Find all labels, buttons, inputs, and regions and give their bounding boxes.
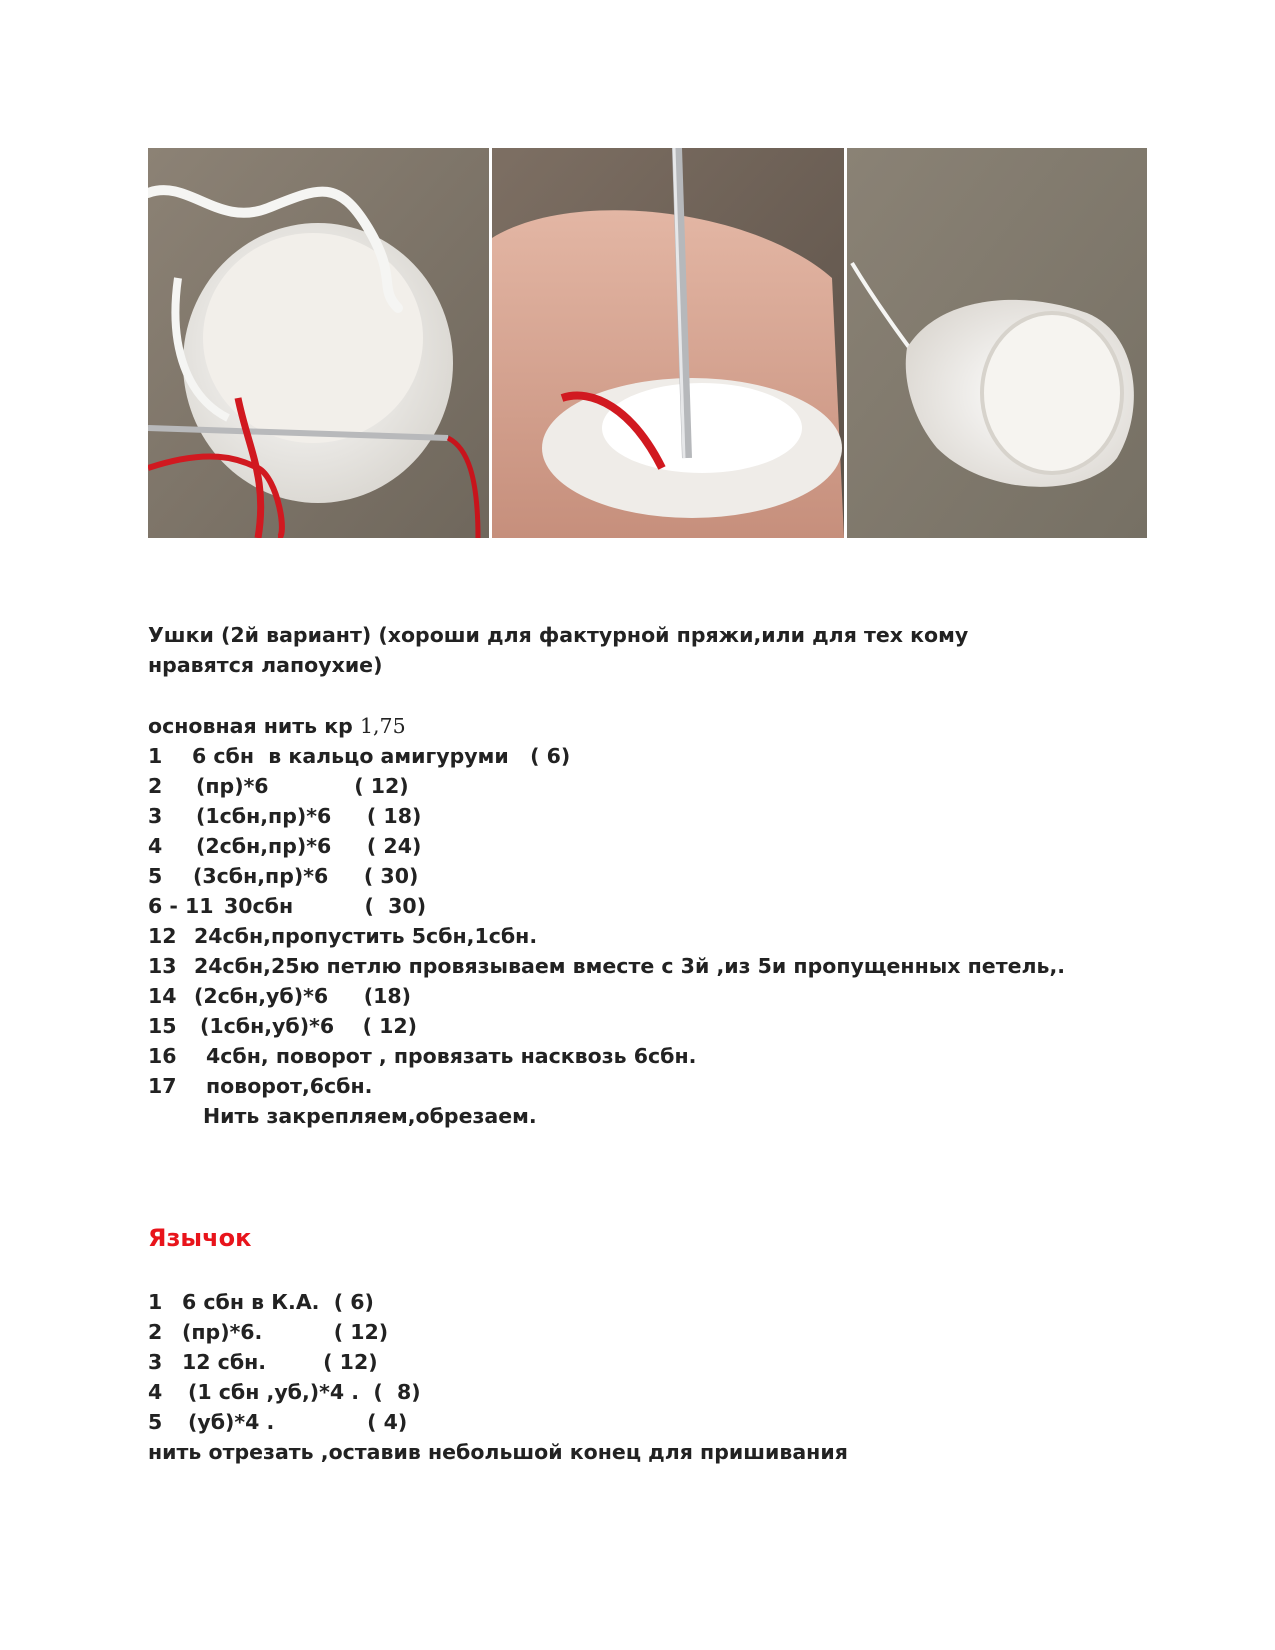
pattern-row [148, 1407, 848, 1437]
row-number: 3 [148, 1350, 163, 1374]
photo-strip [148, 148, 1147, 538]
pattern-row [148, 1101, 1065, 1131]
pattern-row [148, 951, 1065, 981]
tongue-pattern [148, 1287, 848, 1467]
ears-intro-value: 1,75 [360, 714, 406, 738]
row-number: 5 [148, 1410, 163, 1434]
row-text: (1сбн,уб)*6 ( 12) [200, 1014, 418, 1038]
pattern-row [148, 801, 1065, 831]
pattern-row [148, 1041, 1065, 1071]
pattern-row [148, 1287, 848, 1317]
pattern-row [148, 771, 1065, 801]
ears-intro [148, 711, 1065, 741]
ears-intro-text: основная нить кр [148, 714, 360, 738]
pattern-row [148, 741, 1065, 771]
row-text: (1 сбн ,уб,)*4 . ( 8) [188, 1380, 421, 1404]
row-text: Нить закрепляем,обрезаем. [203, 1104, 537, 1128]
row-text: 6 сбн в кальцо амигуруми ( 6) [192, 744, 571, 768]
row-number: 12 [148, 924, 177, 948]
photo-step-2 [492, 148, 844, 538]
row-text: (1сбн,пр)*6 ( 18) [196, 804, 422, 828]
row-number: 4 [148, 834, 163, 858]
footer-text: нить отрезать ,оставив небольшой конец для пришивания [148, 1440, 848, 1464]
row-text: (пр)*6 ( 12) [196, 774, 409, 798]
pattern-row [148, 1377, 848, 1407]
ears-pattern [148, 711, 1065, 1131]
pattern-row [148, 1011, 1065, 1041]
row-number: 14 [148, 984, 177, 1008]
row-number: 3 [148, 804, 163, 828]
row-number: 15 [148, 1014, 177, 1038]
row-text: 24сбн,пропустить 5сбн,1сбн. [194, 924, 538, 948]
row-text: 6 сбн в К.А. ( 6) [182, 1290, 374, 1314]
pattern-row [148, 981, 1065, 1011]
finished-ear-photo [847, 148, 1147, 538]
pattern-row [148, 1317, 848, 1347]
photo-step-3 [847, 148, 1147, 538]
row-number: 1 [148, 744, 163, 768]
row-number: 1 [148, 1290, 163, 1314]
row-text: 30сбн ( 30) [224, 894, 427, 918]
row-number: 16 [148, 1044, 177, 1068]
ears-title: Ушки (2й вариант) (хороши для фактурной пряжи,или для тех кому нравятся лапоухие) [148, 623, 969, 677]
row-number: 6 - 11 [148, 894, 214, 918]
pattern-row [148, 1071, 1065, 1101]
row-text: 4сбн, поворот , провязать насквозь 6сбн. [206, 1044, 697, 1068]
tongue-footer [148, 1437, 848, 1467]
row-text: (2сбн,уб)*6 (18) [194, 984, 412, 1008]
pattern-row [148, 1347, 848, 1377]
row-number: 13 [148, 954, 177, 978]
row-text: (2сбн,пр)*6 ( 24) [196, 834, 422, 858]
row-text: (уб)*4 . ( 4) [188, 1410, 408, 1434]
pattern-row [148, 831, 1065, 861]
photo-step-1 [148, 148, 489, 538]
crochet-hook-in-cup-photo [148, 148, 489, 538]
pattern-row [148, 891, 1065, 921]
row-number: 2 [148, 1320, 163, 1344]
pattern-row [148, 861, 1065, 891]
row-text: поворот,6сбн. [206, 1074, 373, 1098]
row-text: (пр)*6. ( 12) [182, 1320, 389, 1344]
row-number: 2 [148, 774, 163, 798]
row-number: 4 [148, 1380, 163, 1404]
row-text: 24сбн,25ю петлю провязываем вместе с 3й ,из 5и пропущенных петель,. [194, 954, 1066, 978]
crochet-hook-through-piece-photo [492, 148, 844, 538]
tongue-title: Язычок [148, 1224, 252, 1252]
row-number: 5 [148, 864, 163, 888]
row-text: 12 сбн. ( 12) [182, 1350, 378, 1374]
row-text: (3сбн,пр)*6 ( 30) [193, 864, 419, 888]
row-number: 17 [148, 1074, 177, 1098]
pattern-row [148, 921, 1065, 951]
row-number [148, 1101, 203, 1131]
